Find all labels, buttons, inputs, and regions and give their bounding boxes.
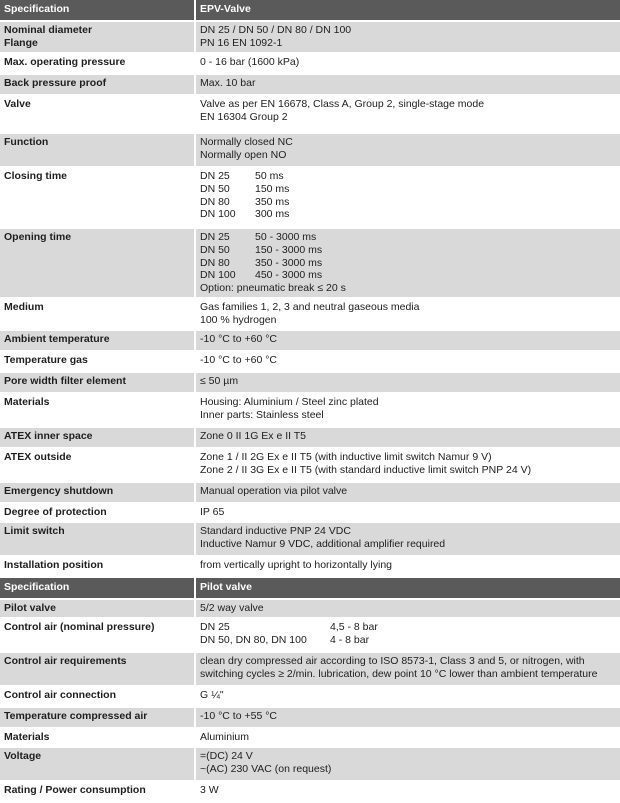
spec-label-line: Installation position (4, 559, 104, 571)
spec-row (0, 373, 620, 392)
spec-value-line: switching cycles ≥ 2/min. lubrication, dew point 10 °C lower than ambient temperature (200, 667, 598, 680)
spec-row (0, 54, 620, 73)
spec-value-line: G ¼" (200, 689, 224, 701)
spec-row (0, 483, 620, 502)
spec-value-cell (196, 75, 620, 94)
spec-label-line: Pore width filter element (4, 375, 126, 387)
spec-value-line (200, 196, 615, 209)
header-specification-cell: Specification (0, 578, 196, 598)
spec-value-cell (196, 748, 620, 780)
dn-size: DN 100 (200, 269, 236, 282)
spec-label-line: Emergency shutdown (4, 485, 114, 497)
spec-value-cell (196, 782, 620, 801)
spec-label-cell (0, 96, 196, 132)
dn-value: 350 ms (255, 195, 290, 208)
spec-label-line: Materials (4, 731, 50, 743)
spec-value-cell (196, 708, 620, 727)
spec-value-cell (196, 428, 620, 447)
dn-size: DN 80 (200, 256, 230, 269)
header-specification-cell: Specification (0, 0, 196, 20)
spec-value-cell (196, 653, 620, 685)
spec-value-line (200, 244, 615, 257)
spec-label-line: Nominal diameter (4, 24, 93, 36)
spec-value-line: EN 16304 Group 2 (200, 110, 288, 123)
spec-label-cell (0, 428, 196, 447)
spec-row (0, 394, 620, 426)
spec-label-cell (0, 600, 196, 617)
spec-value-line: from vertically upright to horizontally lying (200, 559, 392, 571)
spec-label-line: Limit switch (4, 525, 65, 537)
spec-row (0, 782, 620, 801)
spec-value-cell (196, 331, 620, 350)
spec-value-line: Inner parts: Stainless steel (200, 408, 324, 421)
spec-label-line: Valve (4, 98, 31, 110)
spec-value-cell (196, 619, 620, 651)
spec-row (0, 229, 620, 297)
spec-row (0, 134, 620, 166)
spec-value-line: 100 % hydrogen (200, 313, 277, 326)
spec-row (0, 619, 620, 651)
spec-value-line: Zone 0 II 1G Ex e II T5 (200, 430, 307, 442)
spec-value-line: ~(AC) 230 VAC (on request) (200, 762, 332, 775)
spec-label-cell (0, 653, 196, 685)
spec-row (0, 653, 620, 685)
spec-value-line: Zone 1 / II 2G Ex e II T5 (with inductive limit switch Namur 9 V) (200, 451, 492, 463)
spec-label-cell (0, 523, 196, 555)
spec-row (0, 504, 620, 521)
spec-label-line: Max. operating pressure (4, 56, 126, 68)
dn-size: DN 50 (200, 182, 230, 195)
dn-value: 350 - 3000 ms (255, 256, 323, 269)
spec-value-line (200, 634, 615, 647)
dn-size: DN 25 (200, 170, 230, 182)
spec-value-cell (196, 394, 620, 426)
spec-label-line: Control air requirements (4, 655, 127, 667)
spec-row (0, 22, 620, 52)
spec-label-line: Function (4, 136, 49, 148)
spec-value-line (200, 170, 615, 183)
spec-label-cell (0, 299, 196, 329)
dn-value: 150 ms (255, 182, 290, 195)
spec-value-line (200, 231, 615, 244)
spec-value-line: Zone 2 / II 3G Ex e II T5 (with standard inductive limit switch PNP 24 V) (200, 463, 532, 476)
spec-value-cell (196, 22, 620, 52)
dn-size: DN 80 (200, 195, 230, 208)
spec-value-line: Housing: Aluminium / Steel zinc plated (200, 396, 379, 408)
dn-value: 50 - 3000 ms (255, 231, 317, 243)
spec-label-cell (0, 22, 196, 52)
spec-value-line: IP 65 (200, 506, 225, 518)
spec-value-cell (196, 54, 620, 73)
spec-value-line: =(DC) 24 V (200, 750, 253, 762)
spec-label-cell (0, 331, 196, 350)
spec-label-cell (0, 168, 196, 227)
spec-label-line: Flange (4, 36, 38, 49)
spec-value-cell (196, 557, 620, 576)
spec-label-cell (0, 373, 196, 392)
spec-label-line: Control air connection (4, 689, 117, 701)
spec-row (0, 75, 620, 94)
spec-label-line: Temperature gas (4, 354, 88, 366)
spec-value-line: Option: pneumatic break ≤ 20 s (200, 282, 346, 295)
spec-label-line: ATEX outside (4, 451, 72, 463)
spec-value-line: -10 °C to +60 °C (200, 333, 277, 345)
spec-value-line (200, 621, 615, 634)
spec-label-line: Degree of protection (4, 506, 107, 518)
spec-value-line: Manual operation via pilot valve (200, 485, 348, 497)
dn-value: 300 ms (255, 208, 290, 221)
spec-value-line: Max. 10 bar (200, 77, 256, 89)
spec-value-cell (196, 687, 620, 706)
spec-value-line: Gas families 1, 2, 3 and neutral gaseous media (200, 301, 420, 313)
spec-label-line: Rating / Power consumption (4, 784, 146, 796)
dn-size: DN 50, DN 80, DN 100 (200, 633, 307, 646)
dn-value: 150 - 3000 ms (255, 243, 323, 256)
spec-label-cell (0, 708, 196, 727)
spec-label-line: Voltage (4, 750, 42, 762)
spec-value-line (200, 208, 615, 221)
spec-row (0, 748, 620, 780)
spec-label-cell (0, 54, 196, 73)
section-header-row (0, 0, 620, 20)
spec-row (0, 729, 620, 746)
spec-value-line: Normally open NO (200, 148, 287, 161)
spec-value-cell (196, 483, 620, 502)
spec-value-line: PN 16 EN 1092-1 (200, 36, 283, 49)
spec-value-line (200, 183, 615, 196)
dn-value: 4 - 8 bar (330, 633, 370, 646)
spec-value-cell (196, 504, 620, 521)
spec-label-cell (0, 782, 196, 801)
spec-value-line: Standard inductive PNP 24 VDC (200, 525, 351, 537)
spec-value-line: Aluminium (200, 731, 250, 743)
dn-value: 4,5 - 8 bar (330, 621, 378, 633)
spec-row (0, 428, 620, 447)
spec-value-line: ≤ 50 µm (200, 375, 239, 387)
spec-row (0, 168, 620, 227)
spec-label-line: Closing time (4, 170, 68, 182)
spec-value-cell (196, 600, 620, 617)
spec-row (0, 557, 620, 576)
spec-label-cell (0, 504, 196, 521)
spec-row (0, 331, 620, 350)
spec-label-cell (0, 729, 196, 746)
spec-value-line: 0 - 16 bar (1600 kPa) (200, 56, 300, 68)
spec-label-cell (0, 687, 196, 706)
spec-row (0, 299, 620, 329)
spec-label-cell (0, 557, 196, 576)
spec-row (0, 449, 620, 481)
spec-label-cell (0, 134, 196, 166)
spec-row (0, 96, 620, 132)
spec-value-cell (196, 373, 620, 392)
spec-value-line: clean dry compressed air according to ISO 8573-1, Class 3 and 5, or nitrogen, with (200, 655, 585, 667)
spec-label-cell (0, 352, 196, 371)
spec-label-line: Control air (nominal pressure) (4, 621, 155, 633)
spec-row (0, 687, 620, 706)
spec-label-line: Temperature compressed air (4, 710, 148, 722)
spec-value-cell (196, 523, 620, 555)
spec-value-line: Inductive Namur 9 VDC, additional amplifier required (200, 537, 446, 550)
dn-size: DN 100 (200, 208, 236, 221)
spec-value-line (200, 257, 615, 270)
spec-label-line: Ambient temperature (4, 333, 110, 345)
spec-value-line: -10 °C to +55 °C (200, 710, 277, 722)
spec-label-line: Medium (4, 301, 44, 313)
spec-value-cell (196, 168, 620, 227)
spec-value-line: 3 W (200, 784, 219, 796)
dn-value: 450 - 3000 ms (255, 269, 323, 282)
spec-label-cell (0, 449, 196, 481)
spec-value-cell (196, 449, 620, 481)
spec-value-line: DN 25 / DN 50 / DN 80 / DN 100 (200, 24, 352, 36)
spec-value-line: Normally closed NC (200, 136, 293, 148)
spec-value-line: 5/2 way valve (200, 602, 264, 614)
spec-value-cell (196, 352, 620, 371)
spec-value-line: Valve as per EN 16678, Class A, Group 2, single-stage mode (200, 98, 485, 110)
spec-label-cell (0, 394, 196, 426)
spec-row (0, 600, 620, 617)
spec-value-cell (196, 134, 620, 166)
section-header-row (0, 578, 620, 598)
spec-label-cell (0, 748, 196, 780)
spec-label-cell (0, 229, 196, 297)
spec-value-cell (196, 96, 620, 132)
spec-row (0, 708, 620, 727)
dn-value: 50 ms (255, 170, 284, 182)
spec-value-line (200, 269, 615, 282)
spec-label-line: Pilot valve (4, 602, 56, 614)
header-title-cell: EPV-Valve (196, 0, 620, 20)
spec-row (0, 523, 620, 555)
spec-value-cell (196, 729, 620, 746)
dn-size: DN 50 (200, 243, 230, 256)
spec-value-line: -10 °C to +60 °C (200, 354, 277, 366)
spec-row (0, 352, 620, 371)
spec-label-cell (0, 619, 196, 651)
dn-size: DN 25 (200, 621, 230, 633)
spec-value-cell (196, 229, 620, 297)
spec-label-line: ATEX inner space (4, 430, 93, 442)
spec-label-cell (0, 75, 196, 94)
spec-label-line: Materials (4, 396, 50, 408)
spec-value-cell (196, 299, 620, 329)
header-title-cell: Pilot valve (196, 578, 620, 598)
dn-size: DN 25 (200, 231, 230, 243)
spec-label-line: Opening time (4, 231, 72, 243)
spec-label-cell (0, 483, 196, 502)
spec-label-line: Back pressure proof (4, 77, 107, 89)
